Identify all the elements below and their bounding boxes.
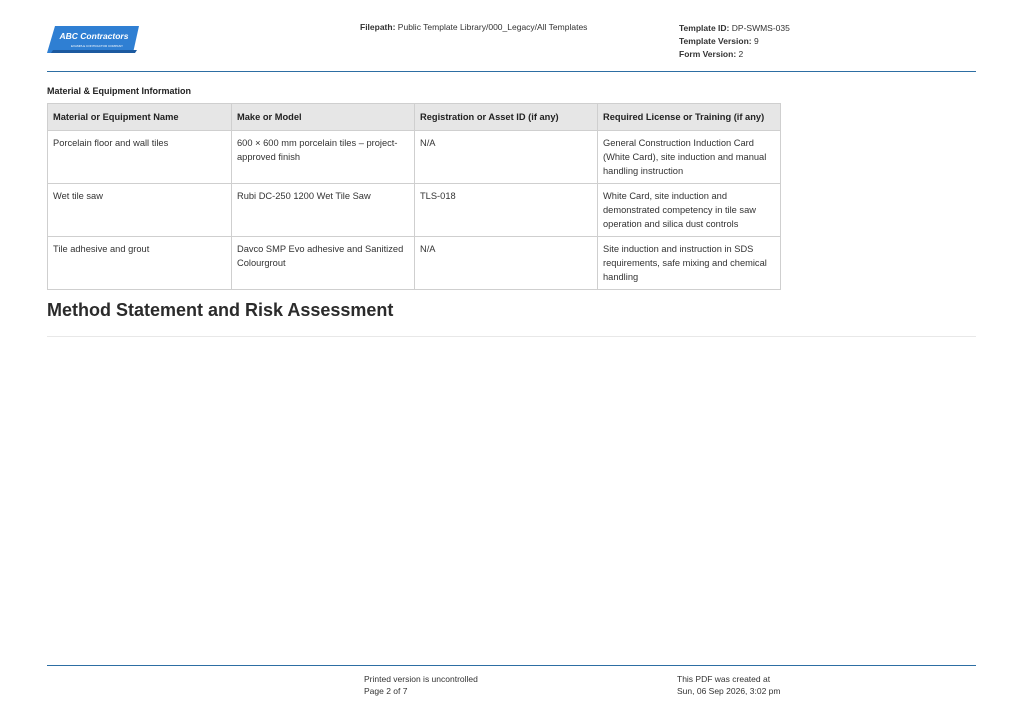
- created-timestamp: Sun, 06 Sep 2026, 3:02 pm: [677, 686, 781, 696]
- table-cell: General Construction Induction Card (White Card), site induction and manual handling instruction: [598, 131, 781, 184]
- form-version: [679, 48, 790, 61]
- template-id: [679, 22, 790, 35]
- footer-right: [677, 673, 781, 697]
- logo-text: ABC Contractors: [59, 31, 129, 41]
- page-number: Page 2 of 7: [364, 686, 408, 696]
- section-divider: [47, 336, 976, 337]
- uncontrolled-notice: Printed version is uncontrolled: [364, 674, 478, 684]
- form-version-value: 2: [738, 49, 744, 59]
- column-header: Material or Equipment Name: [48, 104, 232, 131]
- table-cell: Wet tile saw: [48, 184, 232, 237]
- table-cell: N/A: [415, 237, 598, 290]
- table-cell: TLS-018: [415, 184, 598, 237]
- template-id-label: Template ID:: [679, 23, 730, 33]
- table-cell: Porcelain floor and wall tiles: [48, 131, 232, 184]
- form-version-label: Form Version:: [679, 49, 737, 59]
- table-cell: Site induction and instruction in SDS requirements, safe mixing and chemical handling: [598, 237, 781, 290]
- table-cell: 600 × 600 mm porcelain tiles – project-approved finish: [232, 131, 415, 184]
- table-cell: Davco SMP Evo adhesive and Sanitized Colourgrout: [232, 237, 415, 290]
- filepath-value: Public Template Library/000_Legacy/All Templates: [397, 22, 588, 32]
- template-version: [679, 35, 790, 48]
- footer-divider: [47, 665, 976, 666]
- filepath: [360, 22, 587, 32]
- table-header-row: [48, 104, 781, 131]
- table-cell: Rubi DC-250 1200 Wet Tile Saw: [232, 184, 415, 237]
- company-logo: [47, 26, 139, 53]
- table-row: [48, 131, 781, 184]
- created-label: This PDF was created at: [677, 674, 771, 684]
- table-cell: N/A: [415, 131, 598, 184]
- page-header: [47, 0, 976, 72]
- table-cell: Tile adhesive and grout: [48, 237, 232, 290]
- equipment-section-label: Material & Equipment Information: [47, 86, 192, 96]
- table-cell: White Card, site induction and demonstrated competency in tile saw operation and silica dust controls: [598, 184, 781, 237]
- filepath-label: Filepath:: [360, 22, 396, 32]
- column-header: Make or Model: [232, 104, 415, 131]
- template-meta: [679, 22, 790, 61]
- equipment-table: [47, 103, 781, 290]
- template-version-label: Template Version:: [679, 36, 752, 46]
- table-row: [48, 237, 781, 290]
- column-header: Required License or Training (if any): [598, 104, 781, 131]
- header-divider: [47, 71, 976, 72]
- method-statement-title: Method Statement and Risk Assessment: [47, 300, 394, 320]
- logo-subtext: EXAMPLE CONTRACTOR COMPANY: [71, 44, 123, 48]
- template-version-value: 9: [753, 36, 759, 46]
- footer-left: [364, 673, 478, 697]
- template-id-value: DP-SWMS-035: [731, 23, 790, 33]
- table-row: [48, 184, 781, 237]
- column-header: Registration or Asset ID (if any): [415, 104, 598, 131]
